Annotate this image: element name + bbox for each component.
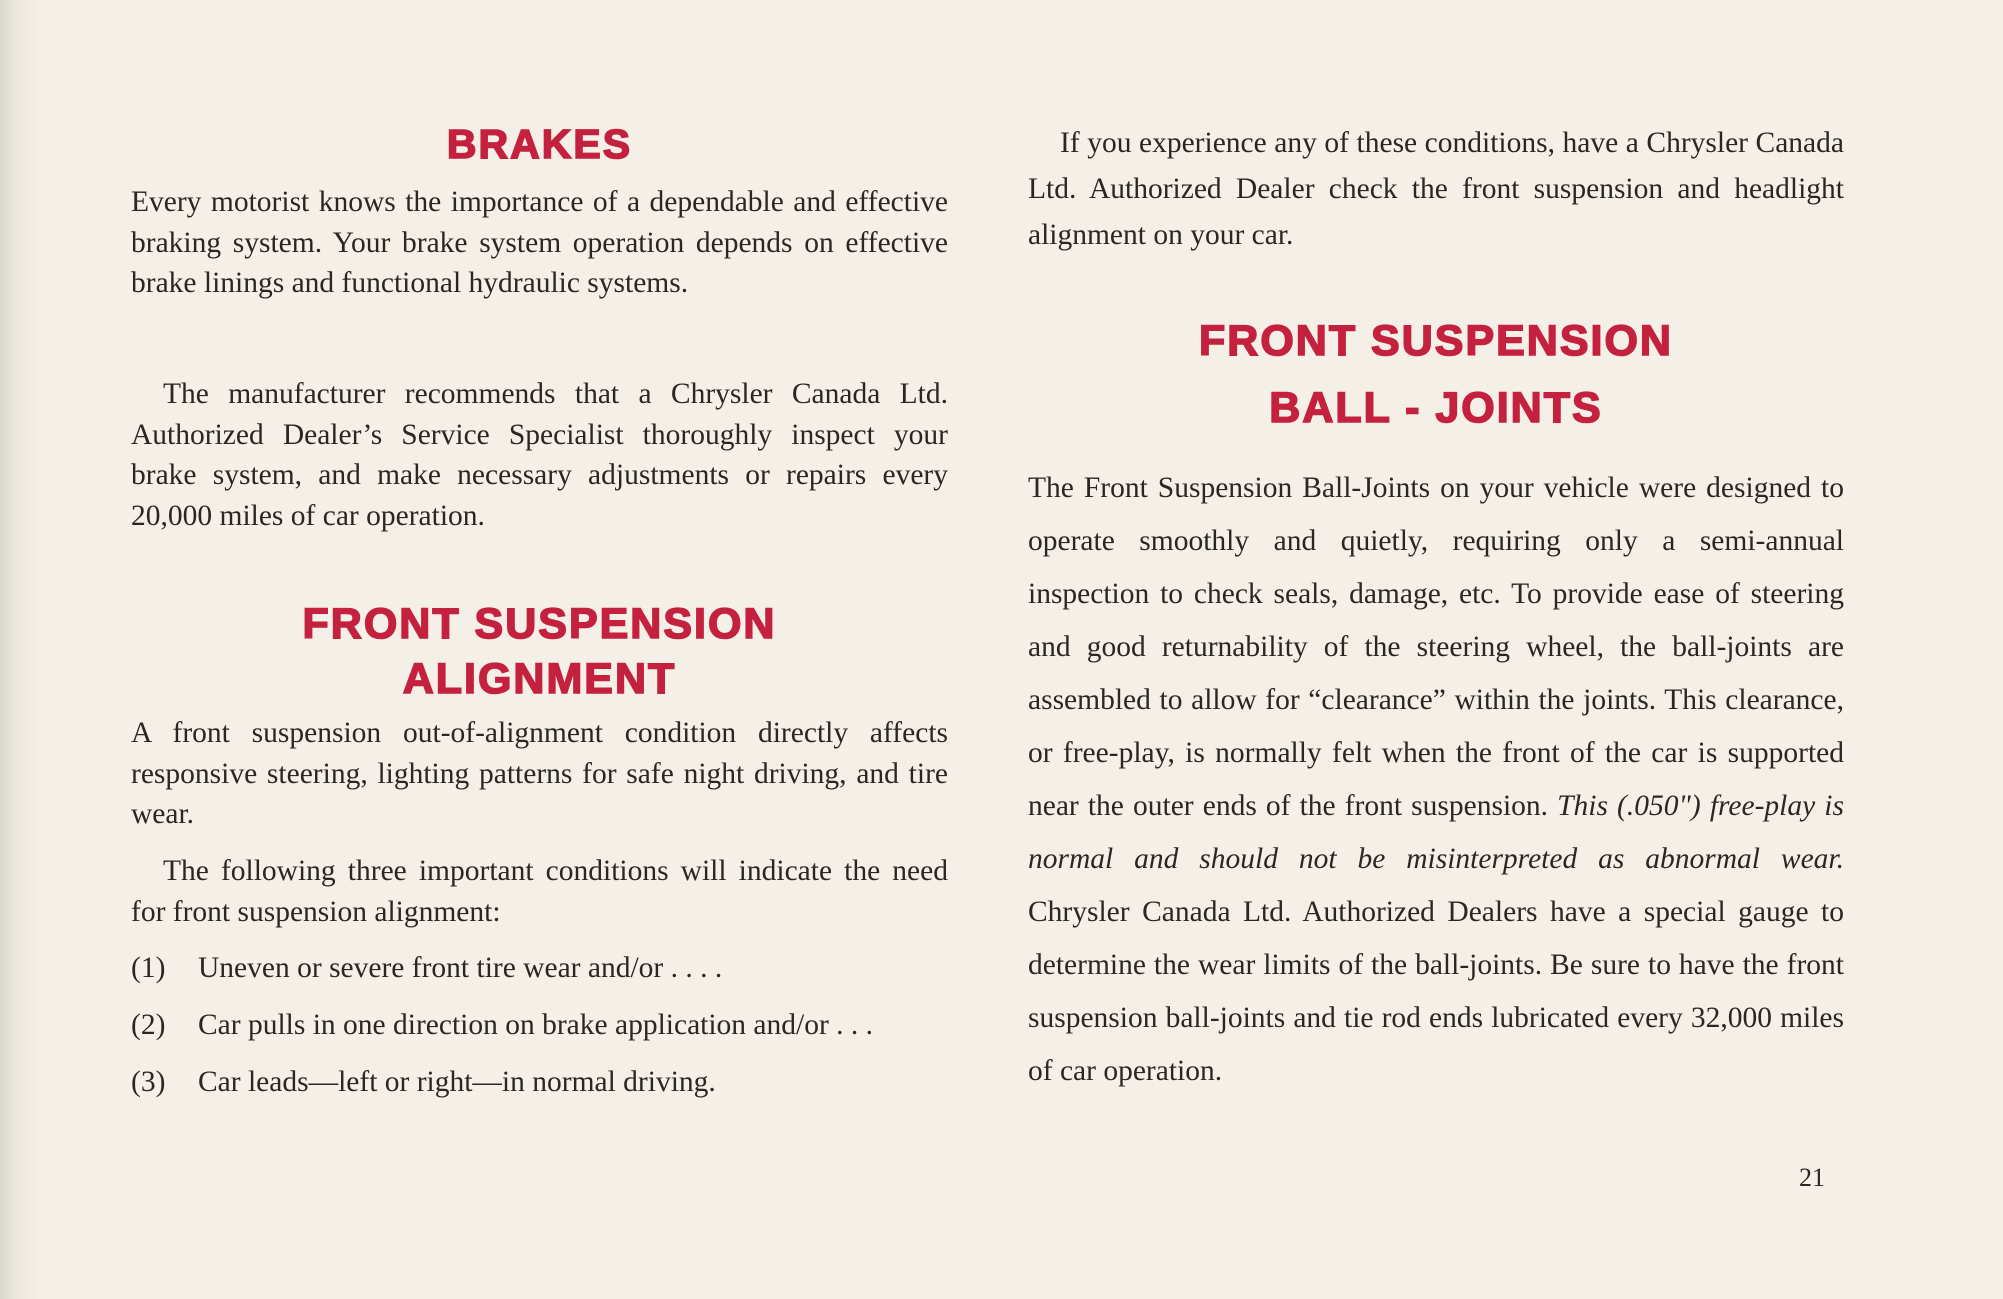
balljoints-heading-line1: FRONT SUSPENSION bbox=[1199, 317, 1673, 365]
brakes-paragraph-1: Every motorist knows the importance of a dependable and effective braking system. Your brake system operation depends on effective brake linings and functional hydraulic systems. bbox=[131, 186, 948, 299]
alignment-heading-line1: FRONT SUSPENSION bbox=[302, 600, 777, 648]
alignment-paragraph-2: The following three important conditions will indicate the need for front suspension alignment: bbox=[131, 855, 948, 928]
alignment-paragraph-1: A front suspension out-of-alignment condition directly affects responsive steering, lighting patterns for safe night driving, and tire wear. bbox=[131, 717, 948, 830]
list-item-number: (2) bbox=[131, 1009, 166, 1041]
list-item-text: Car pulls in one direction on brake application and/or . . . bbox=[198, 1009, 874, 1041]
list-item bbox=[131, 948, 921, 988]
list-item-number: (1) bbox=[131, 952, 166, 984]
list-item bbox=[131, 1062, 921, 1102]
balljoints-paragraph-part1: The Front Suspension Ball-Joints on your vehicle were designed to operate smoothly and quietly, requiring only a semi-annual inspection to check seals, damage, etc. To provide ease of steering and good returnability of the steering wheel, the ball-joints are assembled to allow for “clearance” within the joints. This clearance, or free-play, is normally felt when the front of the car is supported near the outer ends of the front suspension. bbox=[1028, 472, 1844, 822]
list-item-text: Car leads—left or right—in normal driving. bbox=[198, 1066, 716, 1098]
intro-paragraph: If you experience any of these conditions, have a Chrysler Canada Ltd. Authorized Dealer check the front suspension and headlight alignment on your car. bbox=[1028, 127, 1844, 251]
balljoints-heading-line2: BALL - JOINTS bbox=[1269, 384, 1603, 432]
alignment-heading bbox=[131, 597, 948, 707]
list-item-text: Uneven or severe front tire wear and/or . . . . bbox=[198, 952, 723, 984]
brakes-heading-text: BRAKES bbox=[446, 121, 633, 167]
alignment-heading-line2: ALIGNMENT bbox=[402, 655, 677, 703]
balljoints-paragraph-italic: This (.050") free-play is normal and should not be misinterpreted as abnormal wear. bbox=[1028, 790, 1844, 875]
brakes-paragraph-2: The manufacturer recommends that a Chrysler Canada Ltd. Authorized Dealer’s Service Specialist thoroughly inspect your brake system, and make necessary adjustments or repairs every 20,000 miles of car operation. bbox=[131, 378, 948, 532]
balljoints-heading bbox=[1028, 308, 1844, 442]
conditions-list bbox=[131, 948, 921, 1102]
page-number: 21 bbox=[1799, 1163, 1825, 1192]
balljoints-paragraph bbox=[1028, 462, 1844, 1098]
list-item bbox=[131, 1005, 921, 1045]
list-item-number: (3) bbox=[131, 1066, 166, 1098]
brakes-heading bbox=[131, 120, 948, 168]
balljoints-paragraph-part2: Chrysler Canada Ltd. Authorized Dealers have a special gauge to determine the wear limits of the ball-joints. Be sure to have the front suspension ball-joints and tie rod ends lubricated every 32,000 miles of car operation. bbox=[1028, 896, 1844, 1087]
